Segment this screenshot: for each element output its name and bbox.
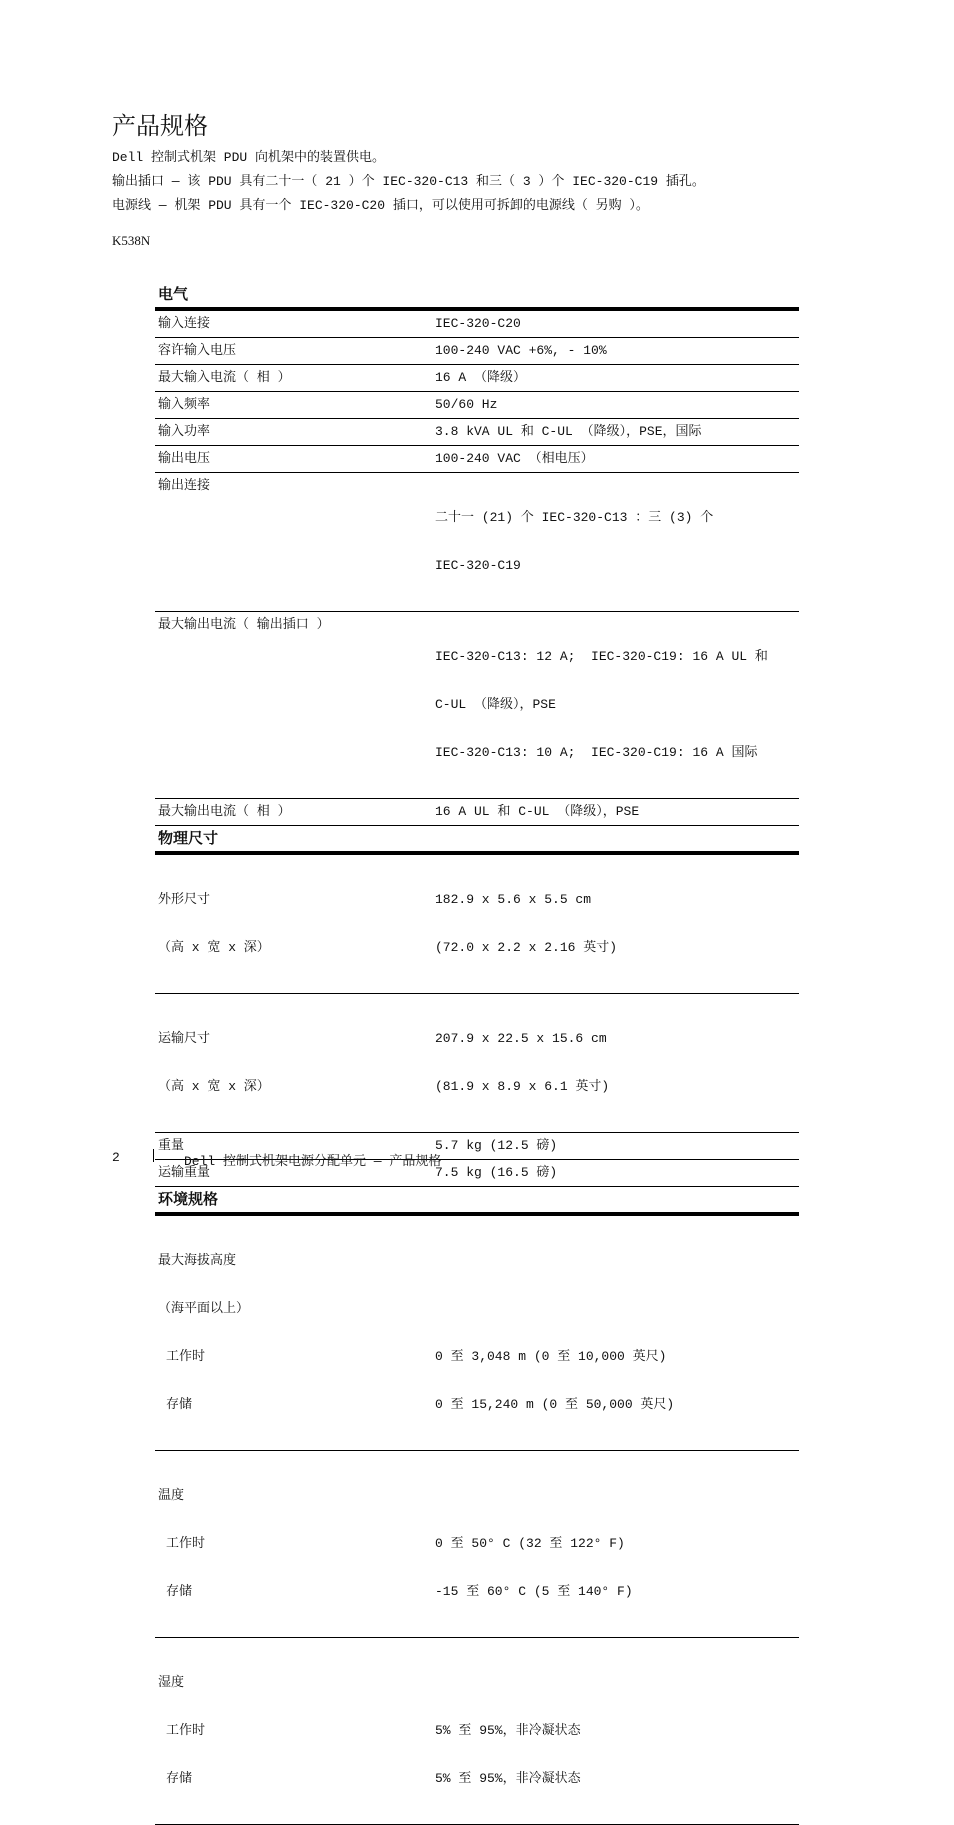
row-value [435, 612, 799, 798]
label-line: 最大海拔高度 [158, 1253, 237, 1268]
model-number: K538N [112, 233, 151, 248]
row-label [155, 994, 435, 1132]
row-label [155, 1451, 435, 1637]
label-line: 存储 [166, 1397, 193, 1412]
value-line: C-UL （降级），PSE [435, 697, 556, 712]
label-line: （高 x 宽 x 深） [158, 940, 270, 955]
label-line: 湿度 [158, 1675, 185, 1690]
page-number: 2 [112, 1150, 120, 1165]
table-row [155, 1216, 799, 1451]
row-label: 重量 [158, 1138, 185, 1153]
value-line: (81.9 x 8.9 x 6.1 英寸) [435, 1079, 610, 1094]
row-label: 容许输入电压 [158, 343, 237, 358]
page-title: 产品规格 [112, 112, 208, 140]
value-line: IEC-320-C19 [435, 558, 521, 573]
value-line: 0 至 50° C (32 至 122° F) [435, 1536, 625, 1551]
row-value [435, 1216, 799, 1450]
label-line: 温度 [158, 1488, 185, 1503]
row-value: 100-240 VAC （相电压） [435, 451, 594, 466]
table-row [155, 338, 799, 365]
label-line: 工作时 [166, 1349, 206, 1364]
value-line: (72.0 x 2.2 x 2.16 英寸) [435, 940, 618, 955]
value-line: 5% 至 95%，非冷凝状态 [435, 1723, 581, 1738]
section-title-electrical: 电气 [155, 282, 799, 311]
table-row [155, 446, 799, 473]
table-row [155, 612, 799, 799]
row-value [435, 1638, 799, 1824]
intro-paragraph: 输出插口 — 该 PDU 具有二十一（ 21 ）个 IEC-320-C13 和三（ 3 ）个 IEC-320-C19 插孔。 [112, 174, 705, 189]
table-row [155, 994, 799, 1133]
section-title-physical: 物理尺寸 [155, 826, 799, 855]
table-row [155, 855, 799, 994]
row-value [435, 473, 799, 611]
table-row [155, 365, 799, 392]
row-label: 输入功率 [158, 424, 211, 439]
label-line: （高 x 宽 x 深） [158, 1079, 270, 1094]
row-label [155, 1216, 435, 1450]
section-title-environmental: 环境规格 [155, 1187, 799, 1216]
table-row [155, 392, 799, 419]
label-line: 存储 [166, 1771, 193, 1786]
value-line: 207.9 x 22.5 x 15.6 cm [435, 1031, 607, 1046]
table-row [155, 1638, 799, 1825]
row-value: 16 A UL 和 C-UL （降级），PSE [435, 804, 640, 819]
row-value [435, 855, 799, 993]
row-label: 最大输出电流（ 相 ） [158, 804, 291, 819]
value-line: 0 至 15,240 m (0 至 50,000 英尺) [435, 1397, 675, 1412]
footer-text: Dell 控制式机架电源分配单元 — 产品规格 [184, 1154, 442, 1169]
label-line: 存储 [166, 1584, 193, 1599]
row-label: 输入频率 [158, 397, 211, 412]
label-line: 运输尺寸 [158, 1031, 211, 1046]
row-label: 输出电压 [158, 451, 211, 466]
label-line: （海平面以上） [158, 1301, 250, 1316]
row-value: 5.7 kg (12.5 磅) [435, 1138, 558, 1153]
value-line: IEC-320-C13: 12 A; IEC-320-C19: 16 A UL 和 [435, 649, 768, 664]
label-line: 工作时 [166, 1536, 206, 1551]
row-value: 16 A （降级） [435, 370, 527, 385]
row-label: 最大输出电流（ 输出插口 ） [158, 617, 330, 632]
table-row [155, 311, 799, 338]
row-value [435, 994, 799, 1132]
row-value: 50/60 Hz [435, 397, 498, 412]
intro-paragraph: Dell 控制式机架 PDU 向机架中的装置供电。 [112, 150, 386, 165]
row-value: 100-240 VAC +6%, - 10% [435, 343, 607, 358]
footer-divider [153, 1149, 154, 1162]
row-value [435, 1451, 799, 1637]
value-line: 0 至 3,048 m (0 至 10,000 英尺) [435, 1349, 667, 1364]
intro-paragraph: 电源线 — 机架 PDU 具有一个 IEC-320-C20 插口，可以使用可拆卸的电源线（ 另购 ）。 [112, 198, 649, 213]
table-row [155, 419, 799, 446]
row-label: 运输重量 [158, 1165, 211, 1180]
row-value: 7.5 kg (16.5 磅) [435, 1165, 558, 1180]
label-line: 外形尺寸 [158, 892, 211, 907]
spec-table [155, 282, 799, 1825]
value-line: 5% 至 95%，非冷凝状态 [435, 1771, 581, 1786]
row-value: IEC-320-C20 [435, 316, 521, 331]
row-label: 输入连接 [158, 316, 211, 331]
table-row [155, 799, 799, 826]
label-line: 工作时 [166, 1723, 206, 1738]
row-label [155, 1638, 435, 1824]
row-value: 3.8 kVA UL 和 C-UL （降级），PSE，国际 [435, 424, 702, 439]
row-label: 输出连接 [158, 478, 211, 493]
row-label: 最大输入电流（ 相 ） [158, 370, 291, 385]
table-row [155, 1451, 799, 1638]
value-line: -15 至 60° C (5 至 140° F) [435, 1584, 633, 1599]
table-row [155, 473, 799, 612]
value-line: 182.9 x 5.6 x 5.5 cm [435, 892, 592, 907]
value-line: IEC-320-C13: 10 A; IEC-320-C19: 16 A 国际 [435, 745, 758, 760]
value-line: 二十一 (21) 个 IEC-320-C13 ：三 (3) 个 [435, 510, 714, 525]
row-label [155, 855, 435, 993]
